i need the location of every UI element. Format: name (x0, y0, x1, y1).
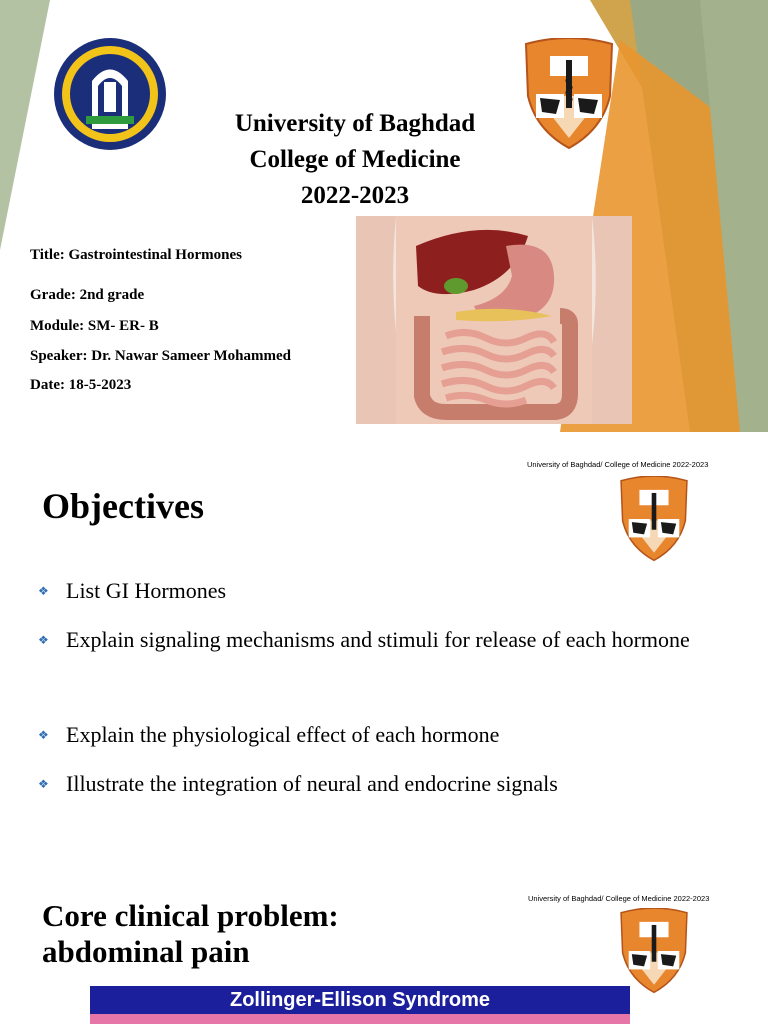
slide-heading (42, 898, 339, 970)
university-name: University of Baghdad (234, 110, 476, 137)
college-name: College of Medicine (249, 146, 461, 173)
heading-line: Core clinical problem: (42, 898, 339, 933)
meta-value: 2nd grade (79, 287, 145, 303)
meta-value: 18-5-2023 (68, 377, 132, 393)
college-crest (522, 38, 616, 150)
slide-footer: University of Baghdad/ College of Medicine 2022-2023 (527, 460, 709, 469)
clinical-problem-slide (0, 878, 768, 1024)
meta-label: Date: (30, 377, 65, 393)
heading-line: abdominal pain (42, 934, 250, 969)
meta-module (30, 318, 159, 335)
meta-value: Gastrointestinal Hormones (68, 247, 242, 263)
meta-label: Module: (30, 318, 85, 334)
meta-grade (30, 287, 144, 304)
slide-heading: Objectives (42, 486, 204, 526)
list-item (38, 712, 736, 758)
list-item (38, 761, 736, 807)
objectives-slide (0, 450, 768, 870)
meta-label: Title: (30, 247, 65, 263)
meta-label: Speaker: (30, 348, 88, 364)
title-slide (0, 0, 768, 432)
meta-value: Dr. Nawar Sameer Mohammed (91, 348, 291, 364)
diamond-bullet-icon: ❖ (38, 633, 49, 647)
list-item (38, 568, 736, 614)
digestive-system-illustration (356, 216, 632, 424)
college-crest (618, 476, 690, 562)
list-item-text: Explain signaling mechanisms and stimuli for release of each hormone (66, 627, 690, 652)
academic-year: 2022-2023 (300, 182, 410, 209)
diamond-bullet-icon: ❖ (38, 777, 49, 791)
meta-speaker (30, 348, 291, 365)
slide-footer: University of Baghdad/ College of Medicine 2022-2023 (528, 894, 710, 903)
list-item-text: Explain the physiological effect of each hormone (66, 722, 500, 747)
meta-title (30, 247, 242, 264)
banner-pink-strip (90, 1014, 630, 1024)
university-logo (52, 36, 168, 152)
left-green-shape (0, 0, 50, 250)
banner-text: Zollinger-Ellison Syndrome (229, 989, 491, 1011)
meta-date (30, 377, 131, 394)
diamond-bullet-icon: ❖ (38, 728, 49, 742)
meta-label: Grade: (30, 287, 76, 303)
list-item-text: Illustrate the integration of neural and endocrine signals (66, 771, 558, 796)
diamond-bullet-icon: ❖ (38, 584, 49, 598)
syndrome-banner (90, 986, 630, 1024)
meta-value: SM- ER- B (87, 318, 159, 334)
list-item-text: List GI Hormones (66, 578, 227, 603)
list-item (38, 617, 736, 709)
college-crest (618, 908, 690, 994)
